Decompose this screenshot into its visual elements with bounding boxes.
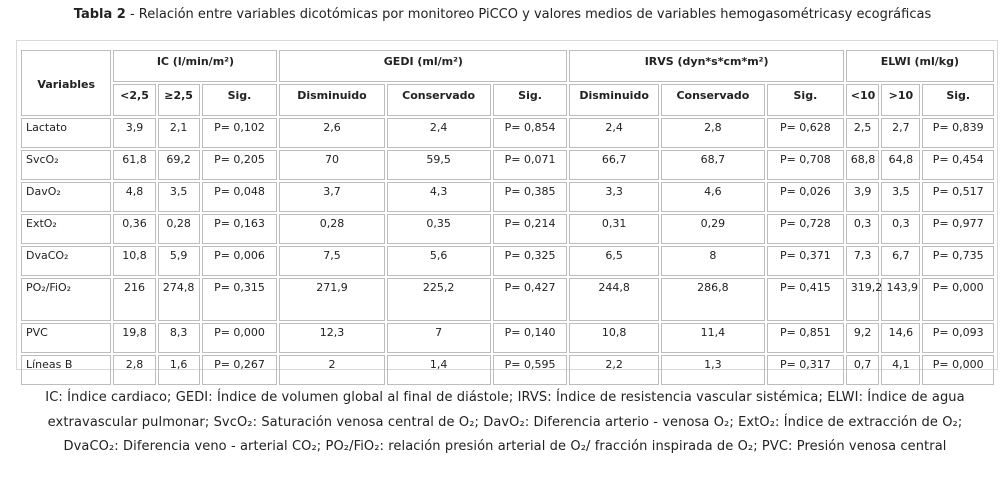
table-cell: 69,2 bbox=[158, 150, 200, 180]
subheader: ≥2,5 bbox=[158, 84, 200, 116]
table-cell: P= 0,026 bbox=[767, 182, 844, 212]
table-cell: 3,9 bbox=[846, 182, 880, 212]
table-cell: 1,4 bbox=[387, 355, 491, 385]
table-cell: 271,9 bbox=[279, 278, 384, 321]
row-label: SvcO₂ bbox=[21, 150, 111, 180]
table-row bbox=[21, 278, 994, 321]
table-cell: P= 0,006 bbox=[202, 246, 278, 276]
table-cell: P= 0,708 bbox=[767, 150, 844, 180]
table-cell: P= 0,595 bbox=[493, 355, 568, 385]
table-cell: P= 0,140 bbox=[493, 323, 568, 353]
subheader: Disminuido bbox=[279, 84, 384, 116]
table-cell: 0,28 bbox=[158, 214, 200, 244]
table-cell: 2,4 bbox=[387, 118, 491, 148]
table-cell: 68,8 bbox=[846, 150, 880, 180]
table-cell: 2,6 bbox=[279, 118, 384, 148]
subheader: <2,5 bbox=[113, 84, 155, 116]
table-cell: 7 bbox=[387, 323, 491, 353]
subheader: Sig. bbox=[767, 84, 844, 116]
row-label: Lactato bbox=[21, 118, 111, 148]
table-cell: 64,8 bbox=[881, 150, 920, 180]
table-cell: 4,3 bbox=[387, 182, 491, 212]
table-cell: P= 0,371 bbox=[767, 246, 844, 276]
table-cell: 2,8 bbox=[113, 355, 155, 385]
table-cell: 10,8 bbox=[113, 246, 155, 276]
table-cell: 319,2 bbox=[846, 278, 880, 321]
table-cell: P= 0,102 bbox=[202, 118, 278, 148]
table-cell: 2 bbox=[279, 355, 384, 385]
table-cell: 66,7 bbox=[569, 150, 658, 180]
table-cell: 274,8 bbox=[158, 278, 200, 321]
table-cell: P= 0,427 bbox=[493, 278, 568, 321]
table-cell: 0,3 bbox=[846, 214, 880, 244]
table-cell: 286,8 bbox=[661, 278, 765, 321]
table-cell: 3,9 bbox=[113, 118, 155, 148]
row-label: ExtO₂ bbox=[21, 214, 111, 244]
table-cell: 59,5 bbox=[387, 150, 491, 180]
header-group-elwi: ELWI (ml/kg) bbox=[846, 50, 994, 82]
table-cell: P= 0,854 bbox=[493, 118, 568, 148]
table-cell: P= 0,735 bbox=[922, 246, 994, 276]
table-cell: 9,2 bbox=[846, 323, 880, 353]
table-cell: P= 0,000 bbox=[202, 323, 278, 353]
table-row bbox=[21, 118, 994, 148]
table-cell: P= 0,839 bbox=[922, 118, 994, 148]
table-cell: P= 0,205 bbox=[202, 150, 278, 180]
table-cell: 2,2 bbox=[569, 355, 658, 385]
table-cell: 10,8 bbox=[569, 323, 658, 353]
table-cell: P= 0,000 bbox=[922, 355, 994, 385]
caption-text: - Relación entre variables dicotómicas por monitoreo PiCCO y valores medios de variables hemogasométricasy ecográficas bbox=[125, 7, 932, 22]
table-cell: 7,3 bbox=[846, 246, 880, 276]
table-caption bbox=[0, 6, 1005, 24]
table-cell: 2,8 bbox=[661, 118, 765, 148]
table-row bbox=[21, 246, 994, 276]
table-cell: 61,8 bbox=[113, 150, 155, 180]
table-cell: 0,3 bbox=[881, 214, 920, 244]
table-cell: 143,9 bbox=[881, 278, 920, 321]
header-group-irvs: IRVS (dyn*s*cm*m²) bbox=[569, 50, 843, 82]
table-cell: 4,1 bbox=[881, 355, 920, 385]
caption-label: Tabla 2 bbox=[73, 7, 126, 22]
table-cell: 0,31 bbox=[569, 214, 658, 244]
subheader: Disminuido bbox=[569, 84, 658, 116]
table-cell: P= 0,628 bbox=[767, 118, 844, 148]
table-cell: P= 0,214 bbox=[493, 214, 568, 244]
table-cell: 1,3 bbox=[661, 355, 765, 385]
table-row bbox=[21, 214, 994, 244]
table-cell: P= 0,048 bbox=[202, 182, 278, 212]
row-label: Líneas B bbox=[21, 355, 111, 385]
table-cell: 11,4 bbox=[661, 323, 765, 353]
header-row-groups bbox=[21, 50, 994, 82]
table-footnote: IC: Índice cardiaco; GEDI: Índice de volumen global al final de diástole; IRVS: Índice de resistencia vascular sistémica; ELWI: Índice de agua extravascular pulmonar; SvcO₂: Saturación venosa central de O₂; DavO₂: Diferencia arterio - venosa O₂; ExtO₂: Índice de extracción de O₂; DvaCO₂: Diferencia veno - arterial CO₂; PO₂/FiO₂: relación presión arterial de O₂/ fracción inspirada de O₂; PVC: Presión venosa central bbox=[45, 390, 965, 454]
table-cell: 5,6 bbox=[387, 246, 491, 276]
table-cell: 4,6 bbox=[661, 182, 765, 212]
subheader: Conservado bbox=[661, 84, 765, 116]
header-variables: Variables bbox=[21, 50, 111, 116]
table-cell: 70 bbox=[279, 150, 384, 180]
header-group-gedi: GEDI (ml/m²) bbox=[279, 50, 567, 82]
table-cell: 2,7 bbox=[881, 118, 920, 148]
table-row bbox=[21, 355, 994, 385]
table-cell: 5,9 bbox=[158, 246, 200, 276]
table-cell: 0,29 bbox=[661, 214, 765, 244]
table-cell: P= 0,163 bbox=[202, 214, 278, 244]
table-cell: 0,35 bbox=[387, 214, 491, 244]
table-cell: P= 0,317 bbox=[767, 355, 844, 385]
table-cell: P= 0,071 bbox=[493, 150, 568, 180]
table-cell: 68,7 bbox=[661, 150, 765, 180]
table-cell: 1,6 bbox=[158, 355, 200, 385]
table-cell: 3,5 bbox=[881, 182, 920, 212]
table-cell: 8,3 bbox=[158, 323, 200, 353]
table-cell: 8 bbox=[661, 246, 765, 276]
subheader: Sig. bbox=[922, 84, 994, 116]
table-cell: 19,8 bbox=[113, 323, 155, 353]
table-cell: 216 bbox=[113, 278, 155, 321]
table-cell: P= 0,517 bbox=[922, 182, 994, 212]
table-cell: 244,8 bbox=[569, 278, 658, 321]
results-table bbox=[19, 48, 996, 387]
table-cell: P= 0,315 bbox=[202, 278, 278, 321]
table-cell: 0,28 bbox=[279, 214, 384, 244]
table-body bbox=[21, 118, 994, 385]
table-cell: 2,4 bbox=[569, 118, 658, 148]
table-cell: P= 0,325 bbox=[493, 246, 568, 276]
row-label: PVC bbox=[21, 323, 111, 353]
table-cell: 0,36 bbox=[113, 214, 155, 244]
table-cell: P= 0,267 bbox=[202, 355, 278, 385]
table-row bbox=[21, 150, 994, 180]
subheader: <10 bbox=[846, 84, 880, 116]
table-cell: P= 0,454 bbox=[922, 150, 994, 180]
table-cell: P= 0,728 bbox=[767, 214, 844, 244]
row-label: DavO₂ bbox=[21, 182, 111, 212]
header-group-ic: IC (l/min/m²) bbox=[113, 50, 277, 82]
table-cell: P= 0,093 bbox=[922, 323, 994, 353]
table-cell: 3,5 bbox=[158, 182, 200, 212]
row-label: PO₂/FiO₂ bbox=[21, 278, 111, 321]
subheader: Sig. bbox=[493, 84, 568, 116]
table-cell: 3,7 bbox=[279, 182, 384, 212]
table-cell: 12,3 bbox=[279, 323, 384, 353]
table-cell: 4,8 bbox=[113, 182, 155, 212]
table-cell: 6,7 bbox=[881, 246, 920, 276]
table-cell: 7,5 bbox=[279, 246, 384, 276]
subheader: Sig. bbox=[202, 84, 278, 116]
table-row bbox=[21, 182, 994, 212]
table-cell: 3,3 bbox=[569, 182, 658, 212]
table-cell: P= 0,851 bbox=[767, 323, 844, 353]
table-cell: P= 0,415 bbox=[767, 278, 844, 321]
subheader: >10 bbox=[881, 84, 920, 116]
table-row bbox=[21, 323, 994, 353]
table-cell: 6,5 bbox=[569, 246, 658, 276]
subheader: Conservado bbox=[387, 84, 491, 116]
header-row-subcolumns bbox=[21, 84, 994, 116]
row-label: DvaCO₂ bbox=[21, 246, 111, 276]
table-cell: 2,5 bbox=[846, 118, 880, 148]
table-cell: P= 0,977 bbox=[922, 214, 994, 244]
table-cell: P= 0,385 bbox=[493, 182, 568, 212]
table-cell: P= 0,000 bbox=[922, 278, 994, 321]
table-cell: 0,7 bbox=[846, 355, 880, 385]
table-cell: 14,6 bbox=[881, 323, 920, 353]
table-cell: 2,1 bbox=[158, 118, 200, 148]
table-cell: 225,2 bbox=[387, 278, 491, 321]
